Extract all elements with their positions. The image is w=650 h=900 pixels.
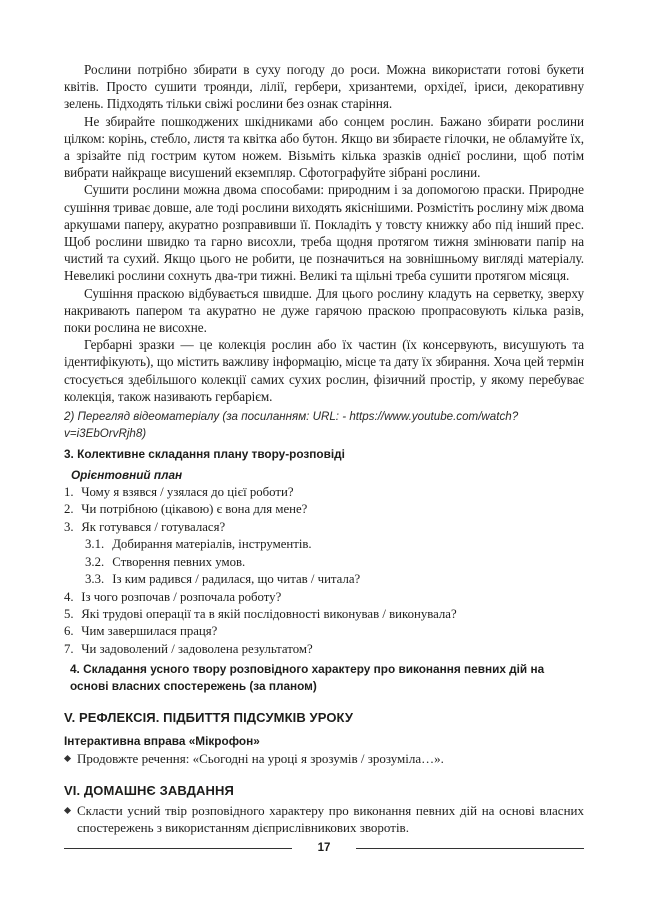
plan-subitem [64,536,584,553]
plan-item [64,589,584,606]
interactive-exercise-heading: Інтерактивна вправа «Мікрофон» [64,734,260,749]
plan-item-text: Як готувався / готувалася? [81,519,226,534]
plan-item-number: 5. [64,606,74,621]
diamond-bullet-icon [64,806,71,813]
plan-item-number: 3. [64,519,74,534]
plan-item-text: Із ким радився / радилася, що читав / читала? [112,572,361,587]
paragraph-drying-methods: Сушити рослини можна двома способами: природним і за допомогою праски. Природне сушіння триває довше, але тоді рослини виходять якіснішими. Розмістіть рослину між двома аркушами паперу, акуратно розправивши її. Покладіть у товсту книжку або під інший прес. Щоб рослини швидко та гарно висохли, треба щодня протягом тижня змінювати папір на чистий та сухий. Якщо цього не робити, це позначиться на зовнішньому вигляді матеріалу. Невеликі рослини сохнуть два-три тижні. Великі та щільні треба сушити протягом місяця. [64,182,584,284]
homework-bullet-text: Скласти усний твір розповідного характеру про виконання певних дій на основі власних спостережень з використанням дієприслівникових зворотів. [77,802,584,835]
plan-title: Орієнтовний план [71,468,183,483]
plan-item-number: 2. [64,502,74,517]
plan-item-text: Які трудові операції та в якій послідовності виконував / виконувала? [81,606,457,621]
plan-item-number: 3.2. [85,554,105,569]
plan-item-number: 1. [64,485,74,500]
plan-list [64,484,584,658]
section-reflection-heading: V. РЕФЛЕКСІЯ. ПІДБИТТЯ ПІДСУМКІВ УРОКУ [64,710,354,726]
plan-item-text: Чи потрібною (цікавою) є вона для мене? [81,502,308,517]
plan-item-number: 4. [64,589,74,604]
plan-item [64,606,584,623]
microphone-bullet-text: Продовжте речення: «Сьогодні на уроці я зрозумів / зрозуміла…». [77,751,444,767]
plan-item [64,484,584,501]
paragraph-iron-drying: Сушіння праскою відбувається швидше. Для цього рослину кладуть на серветку, зверху накривають папером та акуратно не дуже гарячою праскою пропрасовують кілька разів, поки рослина не висохне. [64,285,584,336]
homework-bullet [64,802,584,837]
paragraph-harvest-conditions: Рослини потрібно збирати в суху погоду до роси. Можна використати готові букети квітів. Просто сушити троянди, лілії, гербери, хризантеми, орхідеї, іриси, декоративну зелень. Підходять тільки свіжі рослини без ознак старіння. [64,62,584,112]
plan-item-number: 3.1. [85,537,105,552]
paragraph-herbarium-definition: Гербарні зразки — це колекція рослин або їх частин (їх консервують, висушують та ідентифікують), що містить важливу інформацію, місце та дату їх збирання. Хоча цей термін стосується здебільшого колекції самих сухих рослин, фізичний простір, у якому перебуває колекція, також називають гербарієм. [64,337,584,404]
plan-item-text: Створення певних умов. [112,554,246,569]
plan-item-number: 7. [64,641,74,656]
task4-heading: 4. Складання усного твору розповідного характеру про виконання певних дій на основі власних спостережень (за планом) [70,662,545,694]
diamond-bullet-icon [64,755,71,762]
footer-rule-right [356,848,584,849]
plan-item [64,641,584,658]
plan-item [64,501,584,518]
plan-subitem [64,571,584,588]
page-footer [64,840,584,856]
section-homework-heading: VI. ДОМАШНЄ ЗАВДАННЯ [64,782,234,798]
task3-heading: 3. Колективне складання плану твору-розповіді [64,447,345,462]
microphone-bullet [64,750,584,767]
plan-item [64,623,584,640]
plan-item [64,519,584,536]
video-reference[interactable]: 2) Перегляд відеоматеріалу (за посиланням: URL: - https://www.youtube.com/watch?v=i3EbOrvRjh8) [64,410,519,441]
plan-item-text: Добирання матеріалів, інструментів. [112,537,312,552]
footer-rule-left [64,848,292,849]
plan-item-text: Чому я взявся / узялася до цієї роботи? [81,485,294,500]
plan-item-text: Чим завершилася праця? [81,624,218,639]
paragraph-collection-advice: Не збирайте пошкоджених шкідниками або сонцем рослин. Бажано збирати рослини цілком: корінь, стебло, листя та квітка або бутон. Якщо ви збираєте гілочки, не обламуйте їх, а зрізайте під гострим кутом ножем. Візьміть кілька зразків однієї рослини, щоб потім вибрати найкраще висушений екземпляр. Сфотографуйте зібрані рослини. [64,113,584,181]
plan-subitem [64,554,584,571]
page-number: 17 [317,842,331,854]
plan-item-text: Із чого розпочав / розпочала роботу? [81,589,282,604]
plan-item-number: 3.3. [85,572,105,587]
plan-item-number: 6. [64,624,74,639]
plan-item-text: Чи задоволений / задоволена результатом? [81,641,313,656]
page-content [64,61,584,836]
